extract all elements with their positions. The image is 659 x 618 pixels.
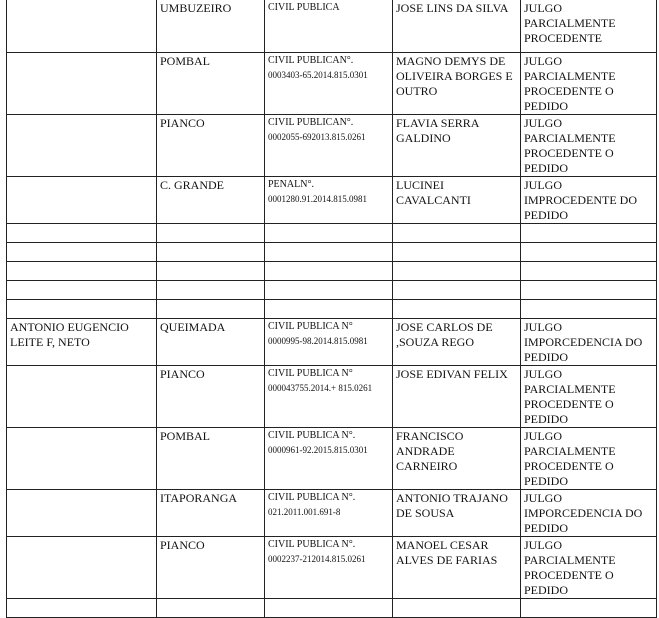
process-type: CIVIL PUBLICA N°. xyxy=(268,492,356,503)
district-cell xyxy=(157,224,265,243)
process-type: CIVIL PUBLICA xyxy=(268,2,340,13)
table-row-empty xyxy=(7,599,657,618)
result-cell xyxy=(521,262,657,281)
table-row-empty xyxy=(7,281,657,300)
process-cell xyxy=(265,0,393,53)
table-row-empty xyxy=(7,243,657,262)
process-type: CIVIL PUBLICAN°. xyxy=(268,117,354,128)
party-cell: JOSE EDIVAN FELIX xyxy=(393,366,521,428)
party-cell: LUCINEI CAVALCANTI xyxy=(393,177,521,224)
results-table xyxy=(6,0,657,618)
process-cell xyxy=(265,243,393,262)
party-cell: MANOEL CESAR ALVES DE FARIAS xyxy=(393,537,521,599)
party-cell: FLAVIA SERRA GALDINO xyxy=(393,115,521,177)
process-number: 0002237-212014.815.0261 xyxy=(268,554,366,564)
judge-cell xyxy=(7,300,157,319)
process-cell xyxy=(265,599,393,618)
result-cell: JULGO IMPORCEDENCIA DO PEDIDO xyxy=(521,490,657,537)
table-row-empty xyxy=(7,262,657,281)
process-type: CIVIL PUBLICA N° xyxy=(268,321,353,332)
process-cell xyxy=(265,115,393,177)
judge-cell xyxy=(7,53,157,115)
table-row xyxy=(7,490,657,537)
process-number: 0000961-92.2015.815.0301 xyxy=(268,445,368,455)
process-type: CIVIL PUBLICAN°. xyxy=(268,55,354,66)
table-row xyxy=(7,177,657,224)
district-cell xyxy=(157,243,265,262)
process-cell xyxy=(265,319,393,366)
party-cell: JOSE LINS DA SILVA xyxy=(393,0,521,53)
judge-cell xyxy=(7,599,157,618)
district-cell: POMBAL xyxy=(157,53,265,115)
process-cell xyxy=(265,224,393,243)
process-cell xyxy=(265,177,393,224)
result-cell xyxy=(521,281,657,300)
district-cell: C. GRANDE xyxy=(157,177,265,224)
process-cell xyxy=(265,490,393,537)
result-cell: JULGO IMPORCEDENCIA DO PEDIDO xyxy=(521,319,657,366)
judge-cell xyxy=(7,262,157,281)
judge-cell xyxy=(7,428,157,490)
table-row xyxy=(7,537,657,599)
district-cell xyxy=(157,262,265,281)
process-number: 0003403-65.2014.815.0301 xyxy=(268,70,368,80)
process-type: CIVIL PUBLICA N°. xyxy=(268,539,356,550)
judge-cell xyxy=(7,281,157,300)
process-cell xyxy=(265,428,393,490)
table-row xyxy=(7,428,657,490)
party-cell: ANTONIO TRAJANO DE SOUSA xyxy=(393,490,521,537)
process-number: 021.2011.001.691-8 xyxy=(268,507,341,517)
district-cell: ITAPORANGA xyxy=(157,490,265,537)
results-table-body xyxy=(7,0,657,618)
district-cell: PIANCO xyxy=(157,537,265,599)
process-number: 000043755.2014.+ 815.0261 xyxy=(268,383,373,393)
district-cell: POMBAL xyxy=(157,428,265,490)
party-cell xyxy=(393,599,521,618)
result-cell xyxy=(521,300,657,319)
result-cell xyxy=(521,224,657,243)
party-cell: JOSE CARLOS DE ,SOUZA REGO xyxy=(393,319,521,366)
result-cell: JULGO PARCIALMENTE PROCEDENTE O PEDIDO xyxy=(521,537,657,599)
process-cell xyxy=(265,366,393,428)
judge-cell xyxy=(7,366,157,428)
process-type: PENALN°. xyxy=(268,179,314,190)
result-cell xyxy=(521,243,657,262)
table-row xyxy=(7,319,657,366)
result-cell: JULGO PARCIALMENTE PROCEDENTE O PEDIDO xyxy=(521,53,657,115)
district-cell: PIANCO xyxy=(157,366,265,428)
process-type: CIVIL PUBLICA N°. xyxy=(268,430,356,441)
judge-cell xyxy=(7,243,157,262)
judge-cell xyxy=(7,115,157,177)
result-cell: JULGO PARCIALMENTE PROCEDENTE O PEDIDO xyxy=(521,366,657,428)
party-cell xyxy=(393,243,521,262)
process-number: 0001280.91.2014.815.0981 xyxy=(268,194,367,204)
table-row xyxy=(7,115,657,177)
judge-cell xyxy=(7,224,157,243)
table-row-empty xyxy=(7,224,657,243)
district-cell xyxy=(157,281,265,300)
result-cell: JULGO PARCIALMENTE PROCEDENTE O PEDIDO xyxy=(521,428,657,490)
party-cell xyxy=(393,262,521,281)
process-type: CIVIL PUBLICA N° xyxy=(268,368,353,379)
table-row-empty xyxy=(7,300,657,319)
judge-cell xyxy=(7,177,157,224)
party-cell xyxy=(393,224,521,243)
process-cell xyxy=(265,300,393,319)
judge-cell xyxy=(7,537,157,599)
district-cell: PIANCO xyxy=(157,115,265,177)
district-cell: QUEIMADA xyxy=(157,319,265,366)
district-cell: UMBUZEIRO xyxy=(157,0,265,53)
table-row xyxy=(7,53,657,115)
district-cell xyxy=(157,599,265,618)
process-cell xyxy=(265,537,393,599)
process-number: 0000995-98.2014.815.0981 xyxy=(268,336,368,346)
judge-cell xyxy=(7,490,157,537)
process-cell xyxy=(265,281,393,300)
judge-cell: ANTONIO EUGENCIO LEITE F, NETO xyxy=(7,319,157,366)
result-cell xyxy=(521,599,657,618)
party-cell xyxy=(393,300,521,319)
result-cell: JULGO PARCIALMENTE PROCEDENTE O PEDIDO xyxy=(521,115,657,177)
judge-cell xyxy=(7,0,157,53)
party-cell xyxy=(393,281,521,300)
process-number: 0002055-692013.815.0261 xyxy=(268,132,366,142)
table-row xyxy=(7,366,657,428)
process-cell xyxy=(265,262,393,281)
district-cell xyxy=(157,300,265,319)
result-cell: JULGO PARCIALMENTE PROCEDENTE xyxy=(521,0,657,53)
process-cell xyxy=(265,53,393,115)
party-cell: FRANCISCO ANDRADE CARNEIRO xyxy=(393,428,521,490)
table-row xyxy=(7,0,657,53)
result-cell: JULGO IMPROCEDENTE DO PEDIDO xyxy=(521,177,657,224)
party-cell: MAGNO DEMYS DE OLIVEIRA BORGES E OUTRO xyxy=(393,53,521,115)
